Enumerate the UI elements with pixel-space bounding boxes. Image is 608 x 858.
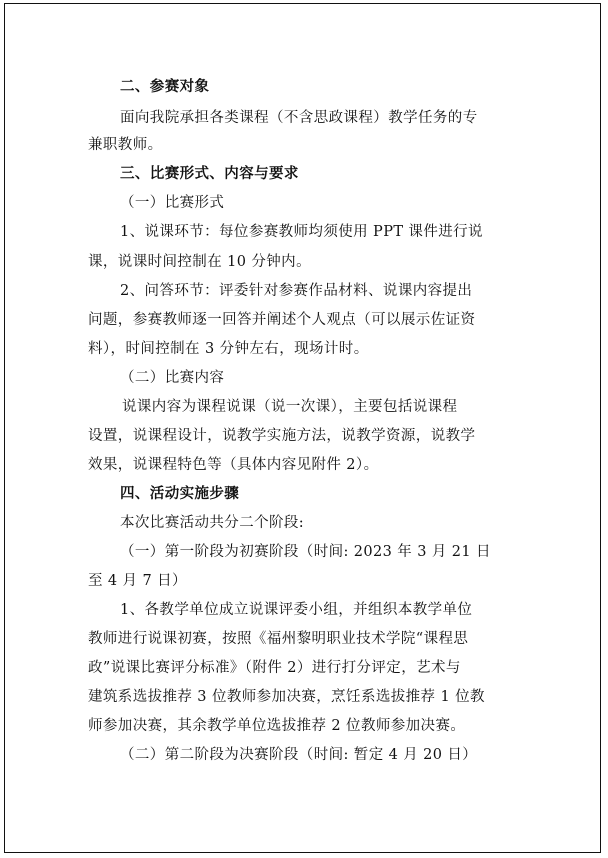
paragraph-line: （二）第二阶段为决赛阶段（时间: 暂定 4 月 20 日） <box>120 747 478 763</box>
paragraph-line: 兼职教师。 <box>88 137 163 153</box>
paragraph-line: 本次比赛活动共分二个阶段: <box>120 515 305 531</box>
paragraph-line: （一）第一阶段为初赛阶段（时间: 2023 年 3 月 21 日 <box>120 544 491 560</box>
paragraph-line: 面向我院承担各类课程（不含思政课程）教学任务的专 <box>120 110 478 126</box>
paragraph-line: 设置，说课程设计，说教学实施方法，说教学资源，说教学 <box>88 428 476 444</box>
section-heading-2: 二、参赛对象 <box>120 79 210 95</box>
paragraph-line: 问题，参赛教师逐一回答并阐述个人观点（可以展示佐证资 <box>88 312 476 328</box>
paragraph-line: 师参加决赛，其余教学单位选拔推荐 2 位教师参加决赛。 <box>88 718 466 734</box>
paragraph-line: 教师进行说课初赛，按照《福州黎明职业技术学院“课程思 <box>88 631 469 647</box>
section-heading-4: 四、活动实施步骤 <box>120 486 240 502</box>
paragraph-line: 料），时间控制在 3 分钟左右，现场计时。 <box>88 341 369 357</box>
paragraph-line: 效果，说课程特色等（具体内容见附件 2）。 <box>88 457 379 473</box>
section-heading-3: 三、比赛形式、内容与要求 <box>120 166 299 182</box>
paragraph-line: 1、各教学单位成立说课评委小组，并组织本教学单位 <box>120 602 473 618</box>
paragraph-line: 至 4 月 7 日） <box>88 573 187 589</box>
subsection-heading: （一）比赛形式 <box>120 195 225 211</box>
paragraph-line: 2、问答环节：评委针对参赛作品材料、说课内容提出 <box>120 283 473 299</box>
paragraph-line: 1、说课环节：每位参赛教师均须使用 PPT 课件进行说 <box>120 224 483 240</box>
subsection-heading: （二）比赛内容 <box>120 370 225 386</box>
paragraph-line: 课，说课时间控制在 10 分钟内。 <box>88 254 311 270</box>
paragraph-line: 政”说课比赛评分标准》（附件 2）进行打分评定，艺术与 <box>88 660 461 676</box>
paragraph-line: 建筑系选拔推荐 3 位教师参加决赛，烹饪系选拔推荐 1 位教 <box>88 689 485 705</box>
paragraph-line: 说课内容为课程说课（说一次课），主要包括说课程 <box>122 399 458 415</box>
